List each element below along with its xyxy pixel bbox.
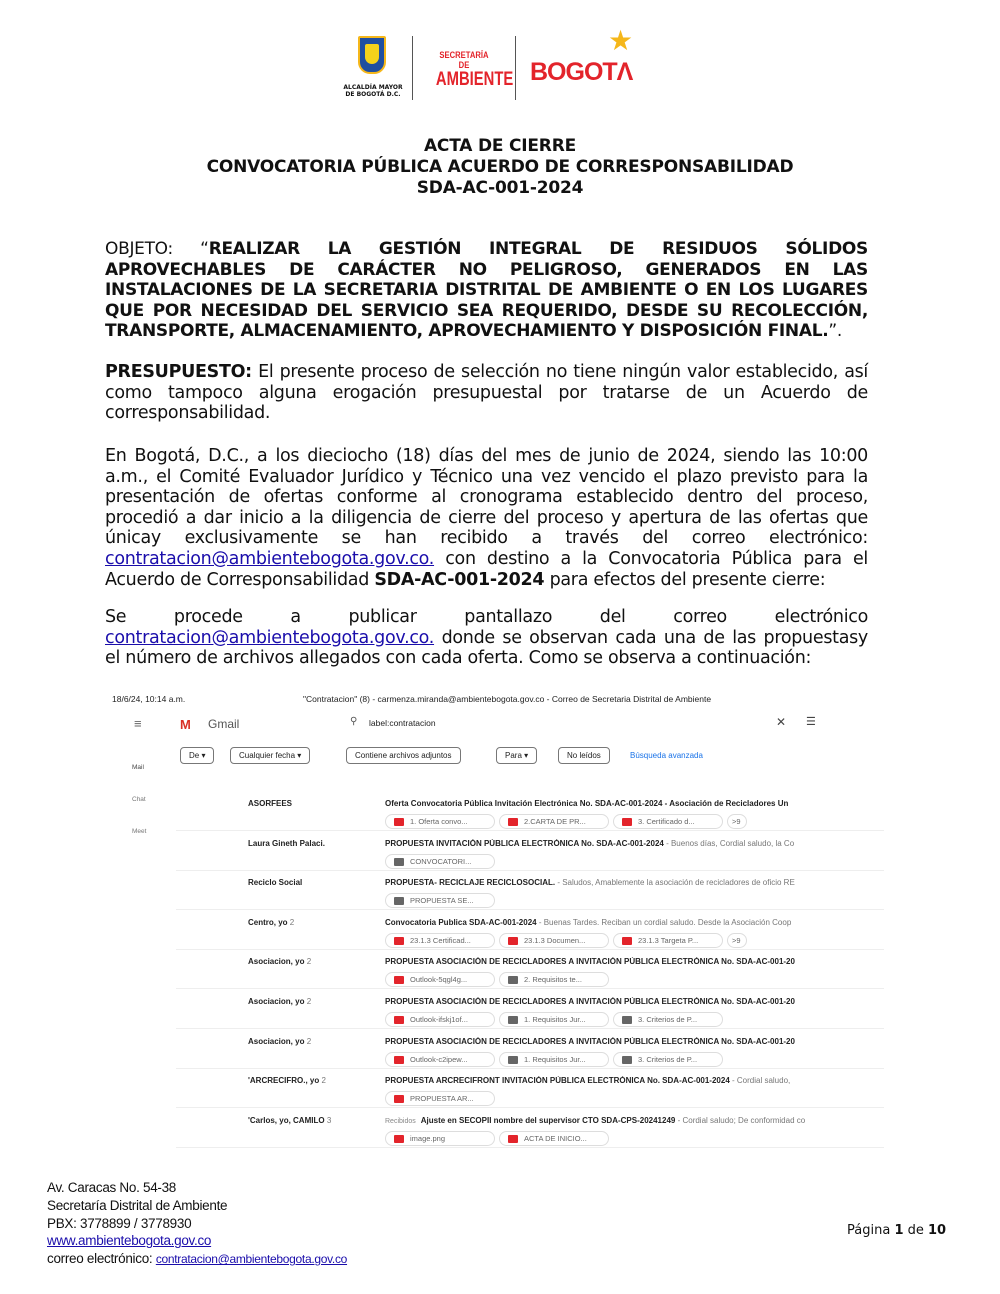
attachment-name: image.png	[410, 1133, 446, 1143]
filter-chip[interactable]: Para ▾	[496, 747, 537, 764]
thread-count: 2	[306, 1036, 312, 1046]
nav-meet[interactable]: Meet	[132, 828, 147, 835]
page-of: de	[903, 1223, 928, 1238]
email-row[interactable]	[176, 911, 884, 950]
email-sender: Centro, yo 2	[248, 917, 295, 927]
close-icon[interactable]: ✕	[776, 715, 787, 729]
objeto-paragraph	[105, 239, 868, 342]
alcaldia-logo-text: ALCALDÍA MAYOR DE BOGOTÁ D.C.	[343, 84, 403, 98]
email-snippet: - Saludos, Amablemente la asociación de recicladores de oficio RE	[555, 878, 795, 888]
attachment-name: CONVOCATORI...	[410, 856, 472, 866]
email-snippet: - Buenas Tardes. Reciban un cordial saludo. Desde la Asociación Coop	[536, 917, 792, 927]
attachment-chip[interactable]	[613, 1012, 723, 1027]
text: Se procede a publicar pantallazo del correo electrónico	[105, 607, 868, 627]
attachment-chip[interactable]	[499, 1131, 609, 1146]
title-line: CONVOCATORIA PÚBLICA ACUERDO DE CORRESPONSABILIDAD	[206, 157, 794, 177]
thread-count: 3	[326, 1115, 332, 1125]
email-subject-line	[385, 1076, 884, 1085]
pdf-file-icon	[508, 937, 518, 945]
attachment-chip[interactable]	[385, 893, 495, 908]
total-pages: 10	[928, 1223, 947, 1238]
attachment-chip[interactable]	[613, 814, 723, 829]
attachment-name: 1. Requisitos Jur...	[524, 1015, 586, 1024]
nav-mail[interactable]: Mail	[132, 764, 144, 771]
document-title	[0, 136, 1000, 199]
text: para efectos del presente cierre:	[544, 569, 826, 590]
email-sender: ASORFEES	[248, 799, 293, 808]
attachment-chip[interactable]	[613, 933, 723, 948]
print-timestamp: 18/6/24, 10:14 a.m.	[112, 694, 186, 704]
divider	[412, 36, 413, 100]
document-file-icon	[508, 976, 518, 984]
attachment-name: 2. Requisitos te...	[524, 975, 582, 985]
attachment-name: PROPUESTA SE...	[410, 896, 474, 906]
email-row[interactable]	[176, 832, 884, 871]
page-label: Página	[847, 1223, 895, 1238]
search-icon: ⚲	[350, 716, 358, 727]
email-subject: PROPUESTA- RECICLAJE RECICLOSOCIAL.	[385, 878, 556, 888]
email-row[interactable]	[176, 1069, 884, 1108]
image-file-icon	[394, 1135, 404, 1143]
publicar-paragraph	[105, 607, 868, 669]
gmail-logo-icon: M	[180, 717, 191, 732]
attachment-name: 1. Requisitos Jur...	[524, 1054, 586, 1064]
objeto-text: REALIZAR LA GESTIÓN INTEGRAL DE RESIDUOS SÓLIDOS APROVECHABLES DE CARÁCTER NO PELIGROSO, GENERADOS EN LAS INSTALACIONES DE LA SECRETARIA DISTRITAL DE AMBIENTE O EN LOS LUGARES QUE POR NECESIDAD DEL SERVICIO SEA REQUERIDO, DESDE SU RECOLECCIÓN, TRANSPORTE, ALMACENAMIENTO, APROVECHAMIENTO Y DISPOSICIÓN FINAL.	[105, 239, 868, 342]
footer-entity: Secretaría Distrital de Ambiente	[47, 1197, 228, 1213]
secretaria-ambiente-logo: SECRETARÍA DE AMBIENTE	[435, 50, 514, 90]
pdf-file-icon	[394, 818, 404, 826]
attachment-name: 23.1.3 Targeta P...	[638, 935, 699, 945]
attachment-chip[interactable]	[385, 1052, 495, 1067]
email-sender: 'Carlos, yo, CAMILO 3	[248, 1115, 332, 1125]
title-line: SDA-AC-001-2024	[416, 178, 584, 198]
email-subject-line	[385, 839, 884, 848]
divider	[515, 36, 516, 100]
presupuesto-text: El presente proceso de selección no tiene ningún valor establecido, así como tampoco alguna erogación presupuestal por tratarse de un Acuerdo de corresponsabilidad.	[105, 362, 868, 424]
nav-chat[interactable]: Chat	[132, 796, 146, 803]
attachment-chip[interactable]	[499, 814, 609, 829]
image-file-icon	[394, 976, 404, 984]
attachment-chip[interactable]	[385, 1091, 495, 1106]
email-row[interactable]	[176, 1030, 884, 1069]
email-row[interactable]	[176, 792, 884, 831]
attachment-name: Outlook-5qgl4g...	[410, 975, 468, 985]
more-count: >9	[732, 817, 741, 826]
email-subject: PROPUESTA ARCRECIFRONT INVITACIÓN PÚBLICA ELECTRÓNICA No. SDA-AC-001-2024	[385, 1076, 730, 1086]
attachment-name: 3. Criterios de P...	[638, 1015, 698, 1024]
email-subject: PROPUESTA ASOCIACIÓN DE RECICLADORES A INVITACIÓN PÚBLICA ELECTRÓNICA No. SDA-AC-001-20	[385, 997, 795, 1006]
document-file-icon	[394, 897, 404, 905]
website-link[interactable]: www.ambientebogota.gov.co	[47, 1233, 212, 1249]
attachment-name: 23.1.3 Documen...	[524, 935, 586, 945]
email-subject-line	[385, 1116, 884, 1125]
document-file-icon	[622, 1016, 632, 1024]
footer-email-link[interactable]: contratacion@ambientebogota.gov.co	[155, 1252, 348, 1267]
email-snippet: - Cordial saludo,	[729, 1076, 791, 1086]
attachment-name: 2.CARTA DE PR...	[524, 817, 586, 826]
search-options-icon[interactable]: ☰	[806, 716, 816, 728]
email-link[interactable]: contratacion@ambientebogota.gov.co.	[105, 627, 435, 648]
footer-address: Av. Caracas No. 54-38	[47, 1180, 177, 1195]
app-name: Gmail	[208, 717, 240, 731]
document-file-icon	[622, 1056, 632, 1064]
thread-count: 2	[321, 1076, 326, 1086]
label-badge: Recibidos	[385, 1117, 416, 1125]
email-sender: Reciclo Social	[248, 878, 303, 888]
email-snippet: - Buenos días, Cordial saludo, la Co	[663, 838, 795, 848]
filter-chip[interactable]: No leídos	[558, 747, 610, 764]
email-label: correo electrónico:	[47, 1251, 156, 1267]
attachment-chip[interactable]	[385, 1012, 495, 1027]
attachment-name: PROPUESTA AR...	[410, 1094, 474, 1104]
objeto-label: OBJETO: “	[105, 239, 209, 259]
current-page: 1	[894, 1223, 904, 1238]
text: con destino a la Convocatoria Pública para el Acuerdo de Corresponsabilidad	[105, 548, 868, 590]
attachment-chip[interactable]	[499, 972, 609, 987]
attachment-name: Outlook-ifskj1of...	[410, 1015, 468, 1024]
email-subject-line	[385, 957, 884, 966]
filter-chip[interactable]: Cualquier fecha ▾	[230, 747, 310, 764]
email-subject-line	[385, 997, 884, 1006]
attachment-name: 1. Oferta convo...	[410, 817, 468, 826]
gmail-screenshot	[108, 688, 884, 1158]
pdf-file-icon	[508, 818, 518, 826]
pdf-file-icon	[394, 937, 404, 945]
footer-phone: PBX: 3778899 / 3778930	[47, 1215, 192, 1231]
cierre-paragraph	[105, 446, 868, 590]
star-icon: ★	[608, 24, 634, 57]
attachment-chip[interactable]	[499, 933, 609, 948]
attachment-chip[interactable]	[499, 1012, 609, 1027]
document-file-icon	[394, 858, 404, 866]
email-row[interactable]	[176, 990, 884, 1029]
attachment-chip[interactable]	[385, 933, 495, 948]
attachment-chip[interactable]	[385, 814, 495, 829]
email-sender: 'ARCRECIFRO., yo 2	[248, 1076, 326, 1086]
presupuesto-paragraph	[105, 362, 868, 424]
email-subject-line	[385, 1037, 884, 1046]
attachment-name: Outlook-c2ipew...	[410, 1054, 468, 1064]
email-subject: PROPUESTA INVITACIÓN PÚBLICA ELECTRÓNICA No. SDA-AC-001-2024	[385, 838, 664, 848]
email-row[interactable]	[176, 1109, 884, 1148]
filter-chip[interactable]: Contiene archivos adjuntos	[346, 747, 461, 764]
text: En Bogotá, D.C., a los dieciocho (18) días del mes de junio de 2024, siendo las 10:00 a.m., el Comité Evaluador Jurídico y Técnico una vez vencido el plazo previsto para la presentación de ofertas conforme al cronograma establecido dentro del proceso, procedió a dar inicio a la diligencia de cierre del proceso y apertura de las ofertas que únicay exclusivamente se han recibido a través del correo electrónico:	[105, 446, 868, 549]
email-subject: PROPUESTA ASOCIACIÓN DE RECICLADORES A INVITACIÓN PÚBLICA ELECTRÓNICA No. SDA-AC-001-20	[385, 1036, 795, 1046]
email-subject-line	[385, 918, 884, 927]
search-input[interactable]: label:contratacion	[369, 718, 436, 728]
advanced-search-link[interactable]: Búsqueda avanzada	[630, 751, 703, 760]
email-sender: Asociacion, yo 2	[248, 997, 312, 1006]
email-subject: Ajuste en SECOPII nombre del supervisor CTO SDA-CPS-20241249	[420, 1115, 676, 1125]
attachment-name: 23.1.3 Certificad...	[410, 935, 471, 945]
email-row[interactable]	[176, 950, 884, 989]
document-file-icon	[508, 1056, 518, 1064]
pdf-file-icon	[622, 937, 632, 945]
thread-count: 2	[306, 957, 312, 967]
pdf-file-icon	[394, 1095, 404, 1103]
header-logos	[340, 24, 640, 106]
page-number	[847, 1223, 946, 1238]
process-code: SDA-AC-001-2024	[374, 569, 545, 590]
filter-chip[interactable]: De ▾	[180, 747, 214, 764]
attachment-name: 3. Criterios de P...	[638, 1054, 698, 1064]
attachment-chip[interactable]	[385, 854, 495, 869]
pdf-file-icon	[508, 1135, 518, 1143]
more-attachments-chip[interactable]	[727, 814, 747, 829]
email-row[interactable]	[176, 871, 884, 910]
attachment-chip[interactable]	[613, 1052, 723, 1067]
attachment-name: 3. Certificado d...	[638, 817, 695, 826]
email-sender: Asociacion, yo 2	[248, 957, 312, 967]
email-subject: Oferta Convocatoria Pública Invitación Electrónica No. SDA-AC-001-2024 - Asociación de Recicladores Un	[385, 799, 789, 808]
document-file-icon	[508, 1016, 518, 1024]
thread-count: 2	[306, 997, 312, 1006]
more-count: >9	[732, 935, 741, 945]
email-link[interactable]: contratacion@ambientebogota.gov.co.	[105, 548, 435, 569]
email-sender: Asociacion, yo 2	[248, 1036, 312, 1046]
thread-count: 2	[289, 917, 295, 927]
pdf-file-icon	[622, 818, 632, 826]
attachment-name: ACTA DE INICIO...	[524, 1133, 587, 1143]
bogota-coat-of-arms-icon	[358, 36, 386, 74]
footer	[47, 1179, 347, 1269]
image-file-icon	[394, 1056, 404, 1064]
attachment-chip[interactable]	[385, 972, 495, 987]
more-attachments-chip[interactable]	[727, 933, 747, 948]
title-line: ACTA DE CIERRE	[423, 136, 577, 156]
email-sender: Laura Gineth Palaci.	[248, 838, 325, 848]
email-subject: Convocatoria Publica SDA-AC-001-2024	[385, 917, 537, 927]
email-subject: PROPUESTA ASOCIACIÓN DE RECICLADORES A INVITACIÓN PÚBLICA ELECTRÓNICA No. SDA-AC-001-20	[385, 957, 795, 967]
email-subject-line	[385, 799, 884, 808]
attachment-chip[interactable]	[385, 1131, 495, 1146]
image-file-icon	[394, 1016, 404, 1024]
menu-icon[interactable]: ≡	[134, 716, 142, 731]
attachment-chip[interactable]	[499, 1052, 609, 1067]
email-snippet: - Cordial saludo; De conformidad co	[675, 1115, 806, 1125]
bogota-logo: BOGOTΛ	[530, 58, 633, 86]
objeto-end: ”.	[828, 321, 843, 342]
presupuesto-label: PRESUPUESTO:	[105, 362, 252, 382]
email-subject-line	[385, 878, 884, 887]
text: donde se observan cada una de las propuestasy el número de archivos allegados con cada oferta. Como se observa a continuación:	[105, 627, 868, 669]
window-title: "Contratacion" (8) - carmenza.miranda@ambientebogota.gov.co - Correo de Secretaria Distrital de Ambiente	[303, 694, 712, 704]
